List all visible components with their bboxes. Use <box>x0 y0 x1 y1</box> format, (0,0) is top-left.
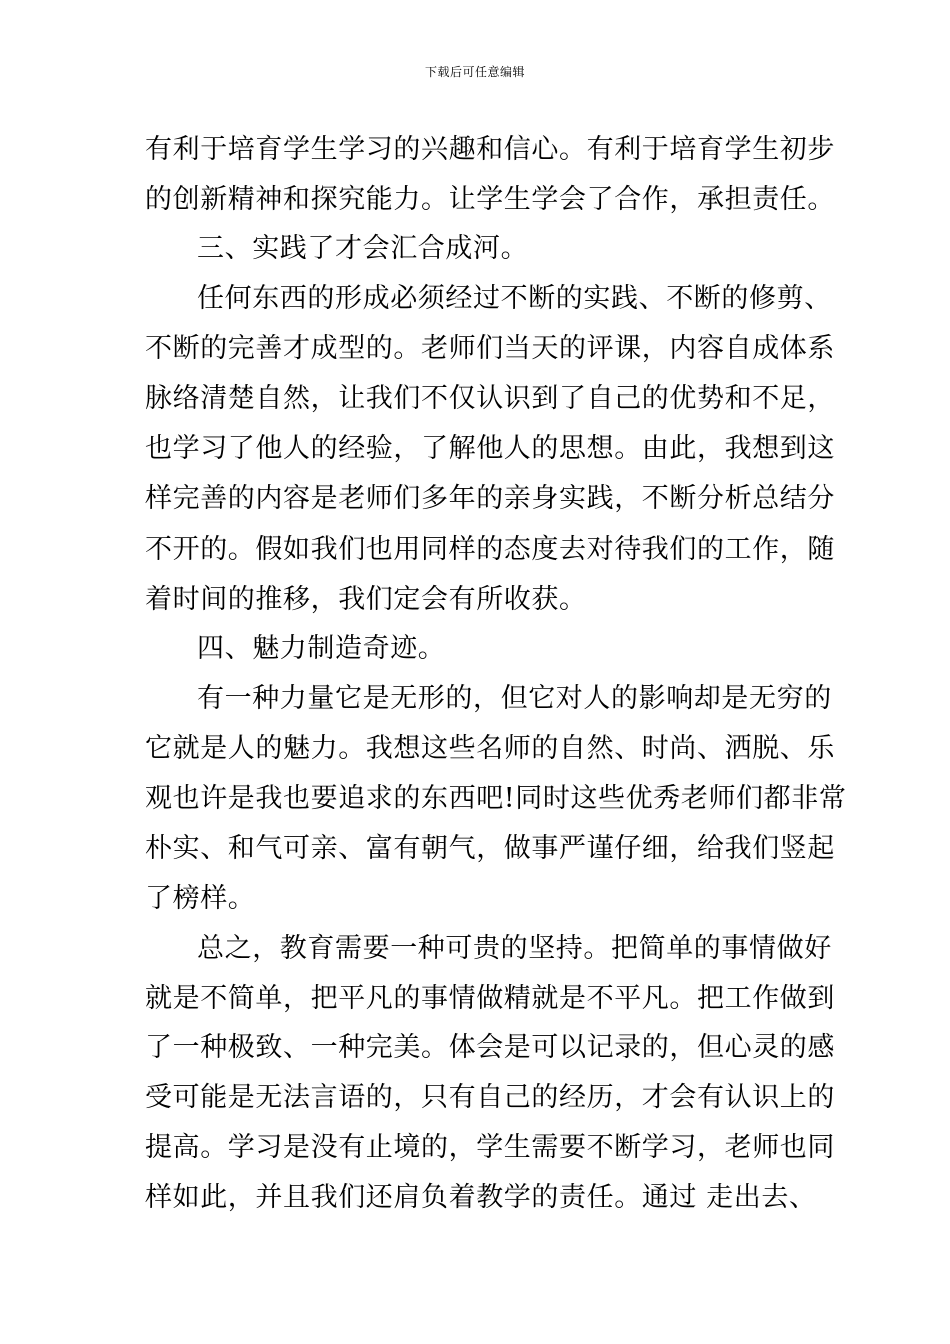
text-line: 提高。学习是没有止境的，学生需要不断学习，老师也同 <box>145 1132 835 1163</box>
text-line: 着时间的推移，我们定会有所收获。 <box>145 584 587 615</box>
text-line: 脉络清楚自然，让我们不仅认识到了自己的优势和不足， <box>145 383 835 414</box>
text-line: 有利于培育学生学习的兴趣和信心。有利于培育学生初步 <box>145 134 835 165</box>
text-line: 就是不简单，把平凡的事情做精就是不平凡。把工作做到 <box>145 983 835 1014</box>
text-line: 的创新精神和探究能力。让学生学会了合作，承担责任。 <box>145 184 835 215</box>
text-line: 了榜样。 <box>145 883 256 914</box>
text-line: 不开的。假如我们也用同样的态度去对待我们的工作，随 <box>145 534 835 565</box>
page-header: 下载后可任意编辑 <box>424 65 525 79</box>
text-line: 它就是人的魅力。我想这些名师的自然、时尚、洒脱、乐 <box>145 733 835 764</box>
text-line: 也学习了他人的经验，了解他人的思想。由此，我想到这 <box>145 433 835 464</box>
text-line: 观也许是我也要追求的东西吧!同时这些优秀老师们都非常 <box>145 783 847 814</box>
text-line: 朴实、和气可亲、富有朝气，做事严谨仔细，给我们竖起 <box>145 833 835 864</box>
text-line: 总之，教育需要一种可贵的坚持。把简单的事情做好 <box>197 933 832 964</box>
text-line: 不断的完善才成型的。老师们当天的评课，内容自成体系 <box>145 333 835 364</box>
section-heading: 四、魅力制造奇迹。 <box>197 633 446 664</box>
text-line: 样如此，并且我们还肩负着教学的责任。通过 走出去、 <box>145 1182 817 1213</box>
text-line: 任何东西的形成必须经过不断的实践、不断的修剪、 <box>197 283 832 314</box>
section-heading: 三、实践了才会汇合成河。 <box>197 233 529 264</box>
text-line: 有一种力量它是无形的，但它对人的影响却是无穷的 <box>197 683 832 714</box>
text-line: 了一种极致、一种完美。体会是可以记录的，但心灵的感 <box>145 1032 835 1063</box>
text-line: 受可能是无法言语的，只有自己的经历，才会有认识上的 <box>145 1082 835 1113</box>
text-line: 样完善的内容是老师们多年的亲身实践，不断分析总结分 <box>145 483 835 514</box>
